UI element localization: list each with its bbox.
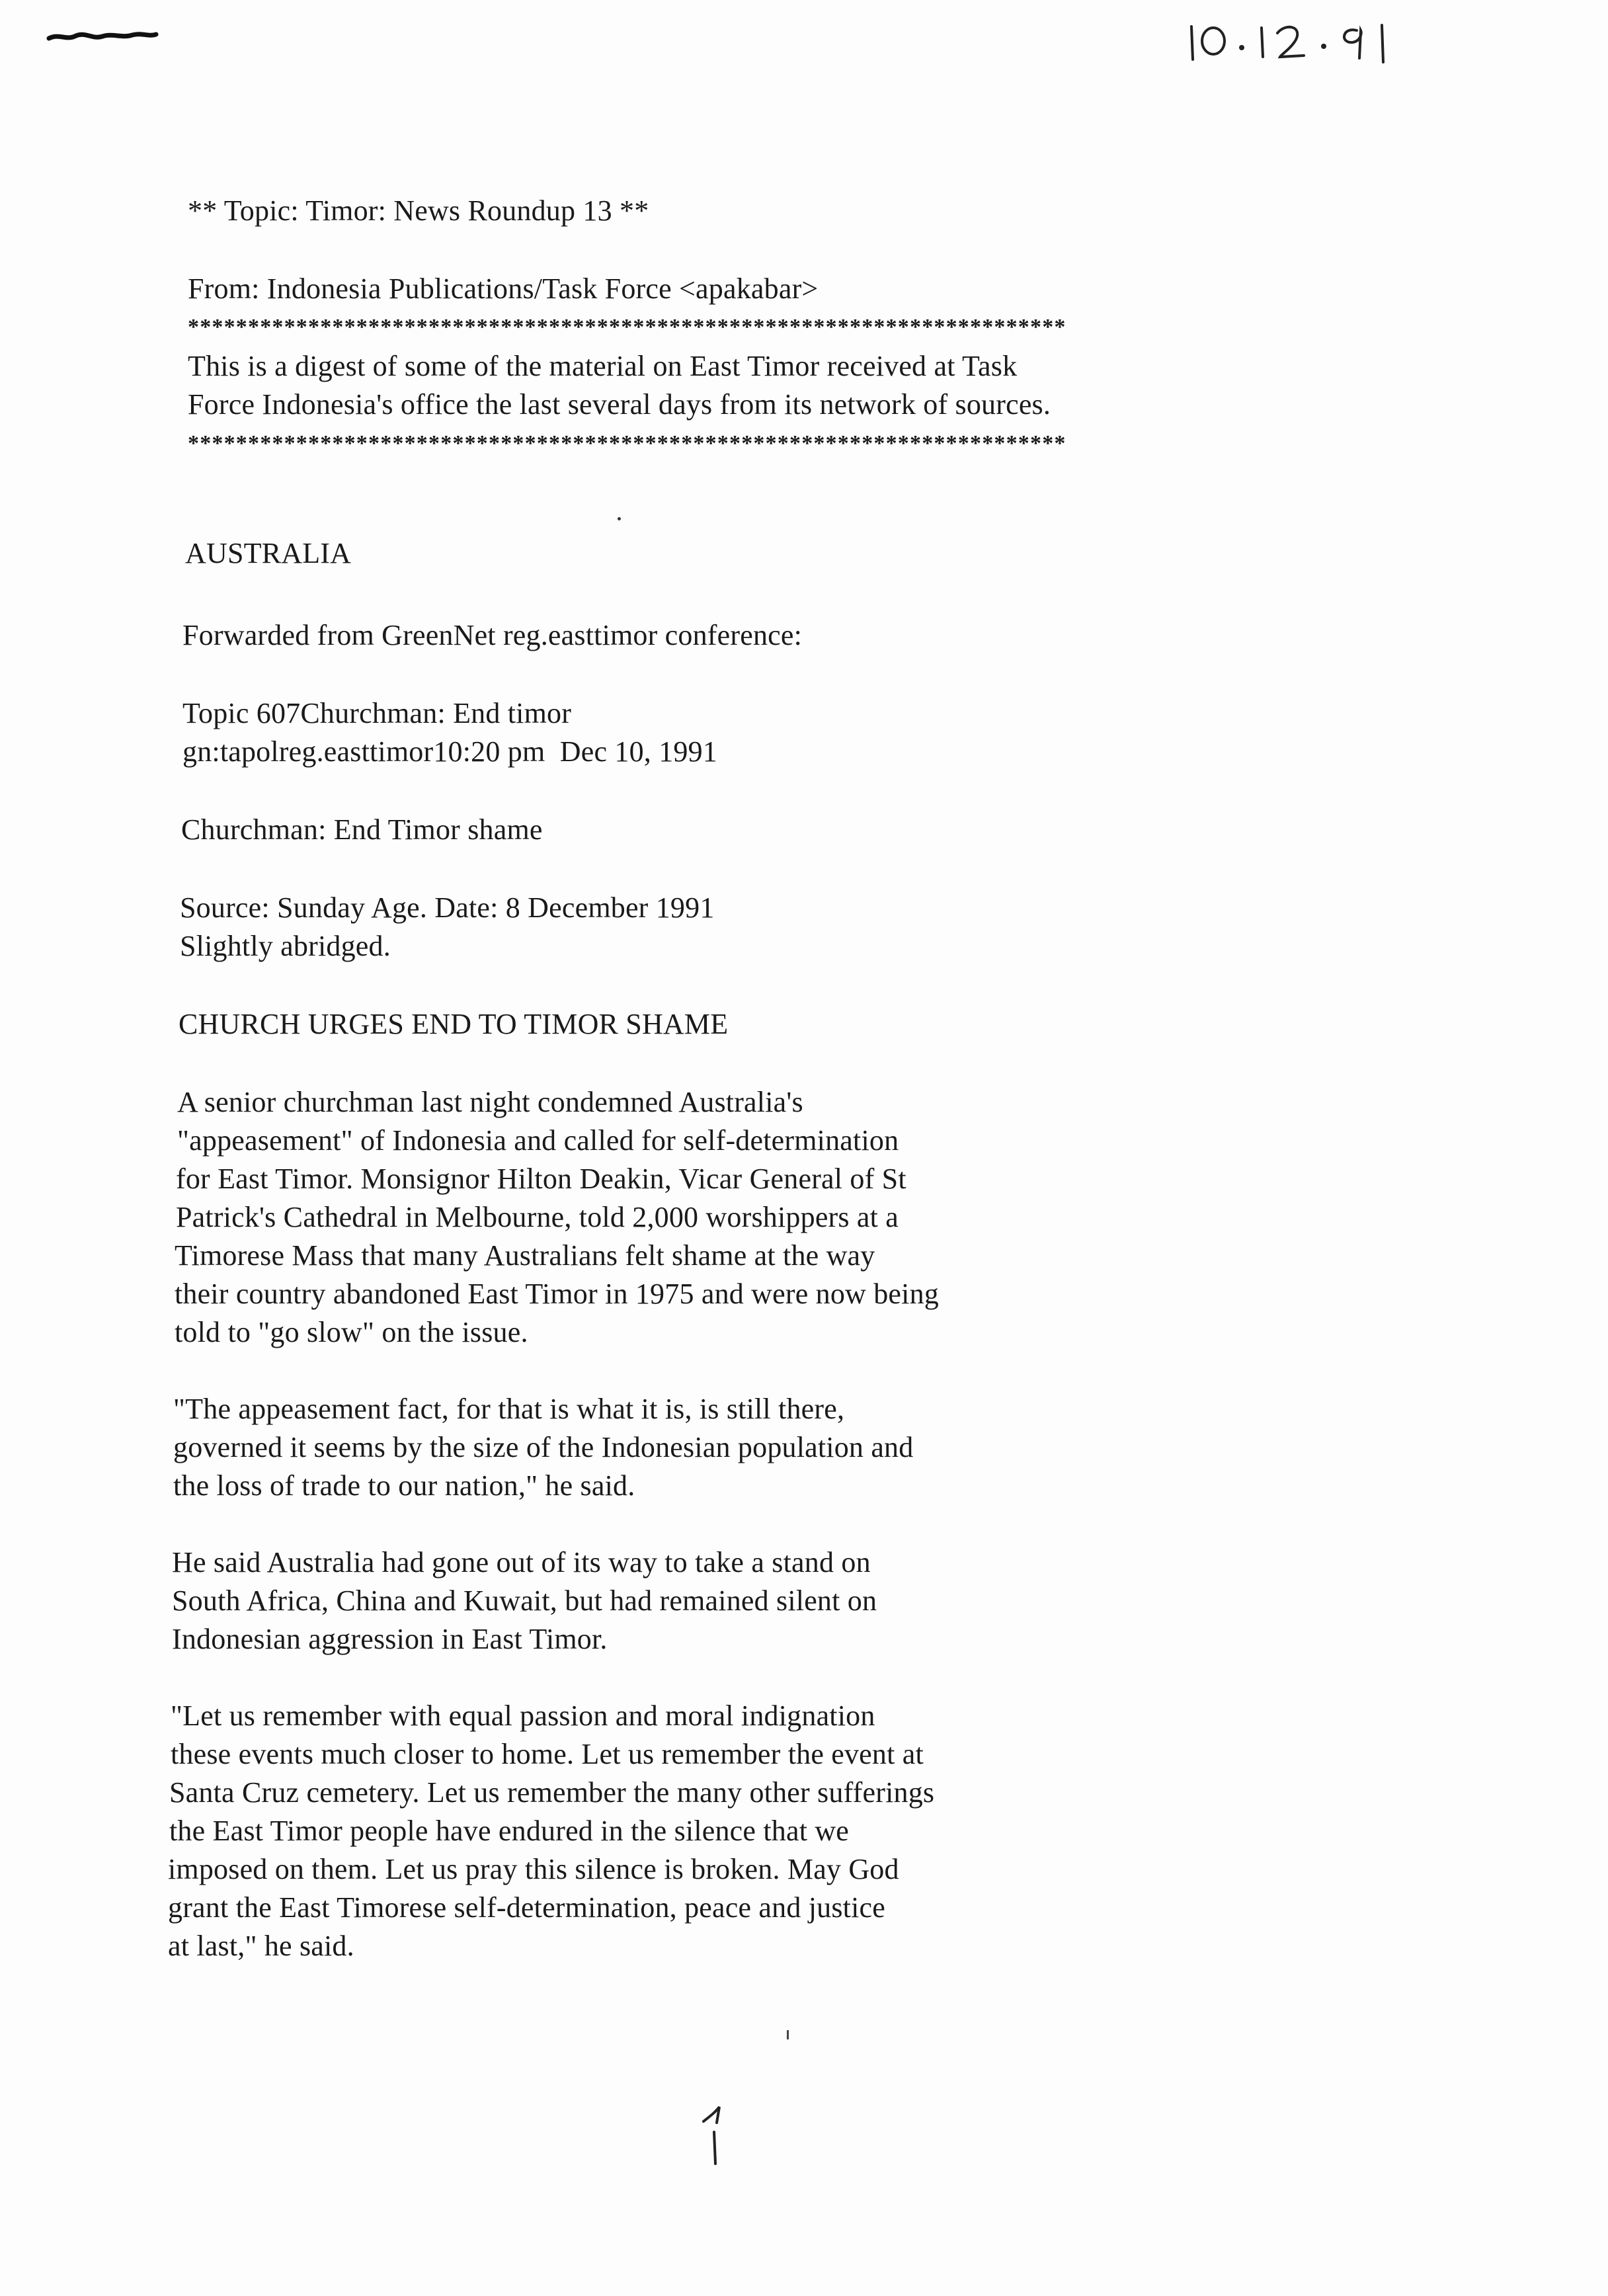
paragraph-line: Patrick's Cathedral in Melbourne, told 2,000 worshippers at a [176,1201,899,1233]
gn-line: gn:tapolreg.easttimor10:20 pm Dec 10, 1991 [182,735,718,768]
paragraph-line: their country abandoned East Timor in 1975 and were now being [175,1278,939,1310]
stray-dot [618,517,621,520]
paragraph-line: "The appeasement fact, for that is what it is, is still there, [173,1393,845,1425]
from-line: From: Indonesia Publications/Task Force <apakabar> [188,272,819,305]
paragraph-line: imposed on them. Let us pray this silence is broken. May God [168,1853,899,1885]
handwritten-page-number [694,2103,734,2169]
paragraph-line: governed it seems by the size of the Indonesian population and [173,1431,914,1463]
section-heading: AUSTRALIA [185,537,352,569]
handwritten-date [1184,13,1408,66]
digest-line-2: Force Indonesia's office the last several days from its network of sources. [188,388,1051,421]
scan-smudge-mark [46,26,159,46]
paragraph-line: A senior churchman last night condemned Australia's [177,1086,803,1118]
stray-tick [787,2030,789,2039]
paragraph-line: Timorese Mass that many Australians felt shame at the way [175,1239,875,1272]
digest-line-1: This is a digest of some of the material on East Timor received at Task [188,350,1018,382]
stars-separator-bottom: ************************************************************************* [188,431,1066,456]
paragraph-line: Indonesian aggression in East Timor. [172,1623,608,1655]
forwarded-line: Forwarded from GreenNet reg.easttimor conference: [182,619,803,651]
paragraph-line: the loss of trade to our nation," he said. [173,1469,635,1502]
paragraph-line: South Africa, China and Kuwait, but had remained silent on [172,1584,877,1617]
paragraph-line: "Let us remember with equal passion and moral indignation [171,1700,875,1732]
paragraph-line: grant the East Timorese self-determination, peace and justice [168,1891,885,1924]
paragraph-line: at last," he said. [168,1930,354,1962]
stars-separator-top: ************************************************************************* [188,315,1066,339]
paragraph-line: these events much closer to home. Let us remember the event at [171,1738,924,1770]
paragraph-line: "appeasement" of Indonesia and called for self-determination [177,1124,899,1157]
paragraph-line: for East Timor. Monsignor Hilton Deakin, Vicar General of St [176,1163,906,1195]
message-topic-line: Topic 607Churchman: End timor [182,697,572,729]
topic-line: ** Topic: Timor: News Roundup 13 ** [188,194,649,227]
paragraph-line: He said Australia had gone out of its way to take a stand on [172,1546,871,1578]
paragraph-line: the East Timor people have endured in the silence that we [169,1815,850,1847]
paragraph-line: told to "go slow" on the issue. [175,1316,528,1348]
paragraph-line: Santa Cruz cemetery. Let us remember the many other sufferings [169,1776,935,1809]
abridged-note: Slightly abridged. [180,930,391,962]
message-title: Churchman: End Timor shame [181,813,543,846]
article-heading: CHURCH URGES END TO TIMOR SHAME [179,1008,729,1040]
source-line: Source: Sunday Age. Date: 8 December 1991 [180,891,715,924]
